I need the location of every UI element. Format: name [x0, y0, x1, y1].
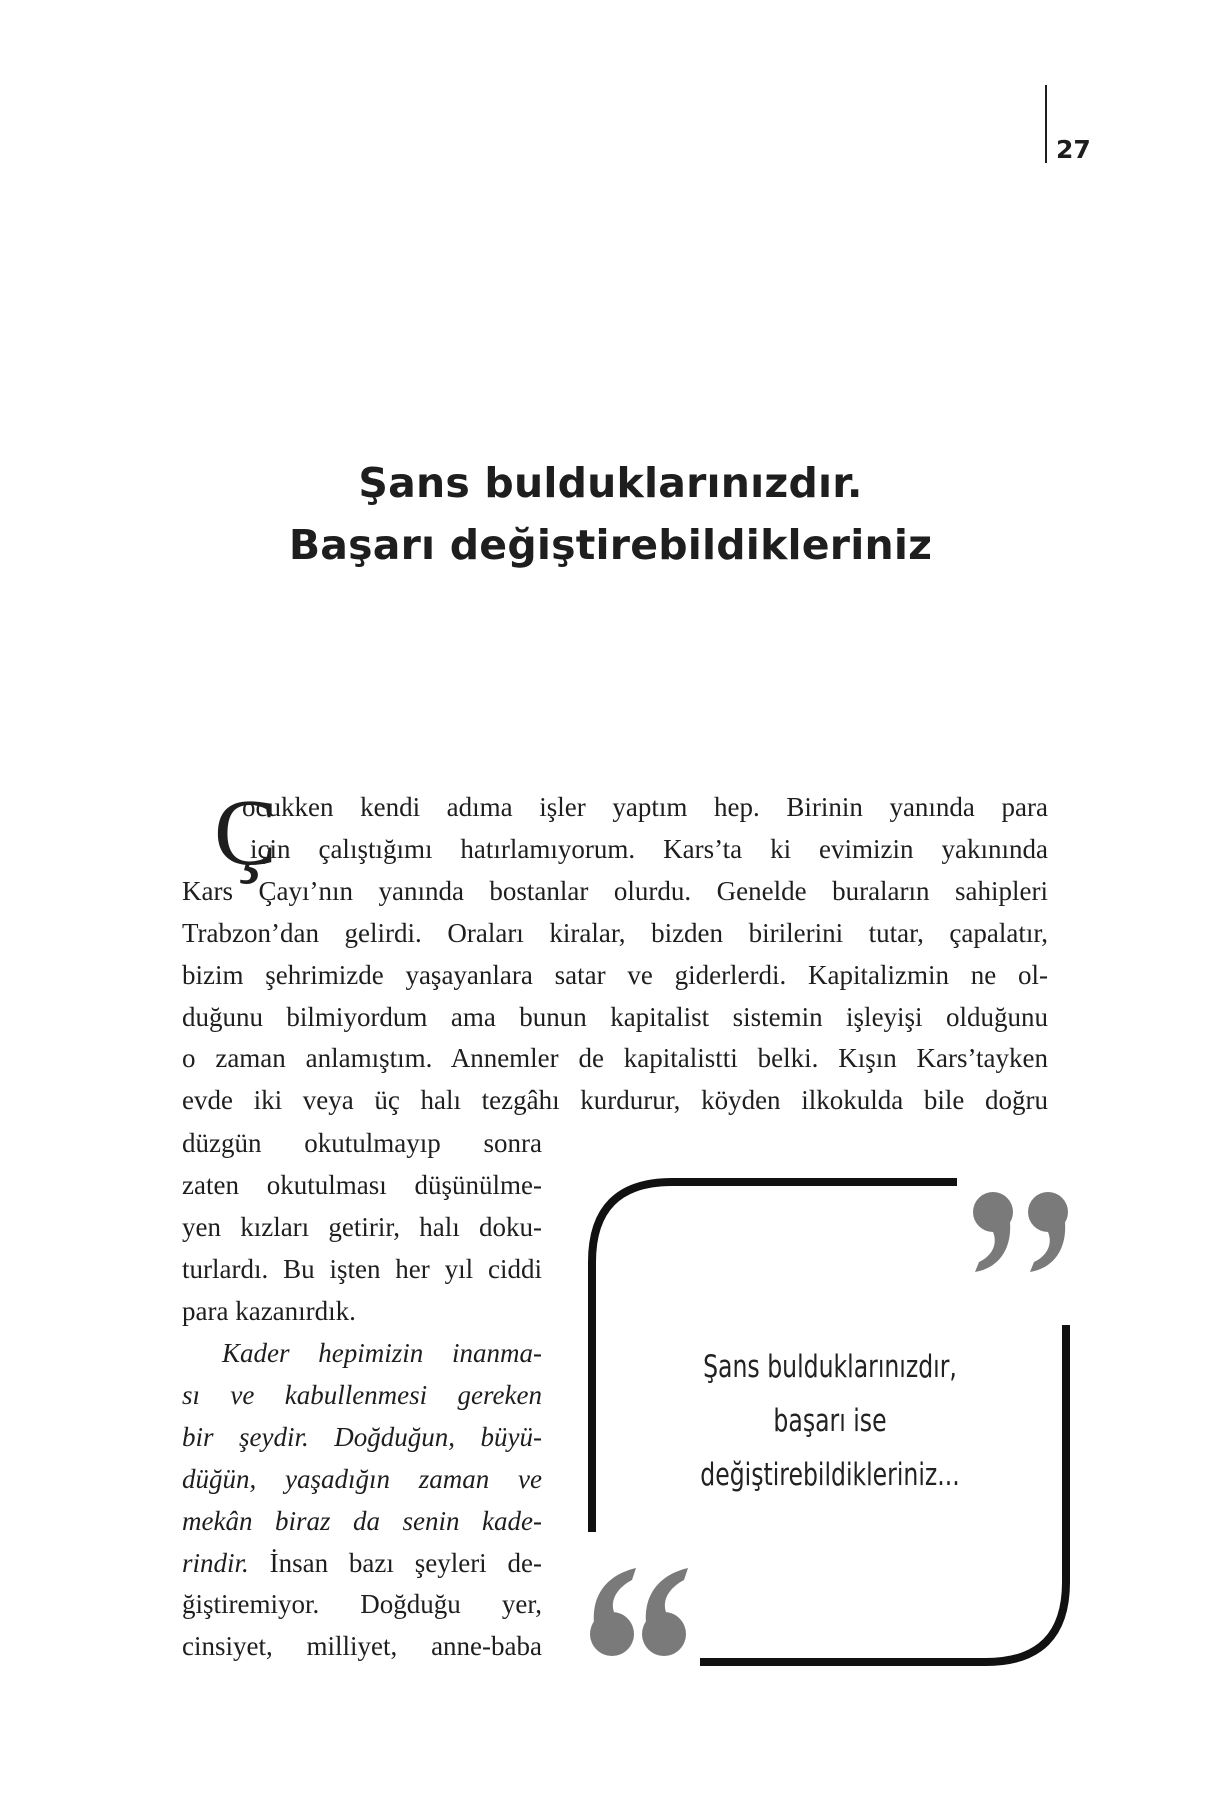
- page-number: 27: [1056, 135, 1091, 164]
- body-line: turlardı. Bu işten her yıl ciddi: [182, 1253, 542, 1284]
- pull-quote-line: değiştirebildikleriniz...: [700, 1457, 960, 1493]
- body-line: o zaman anlamıştım. Annemler de kapitalistti belki. Kışın Kars’tayken: [182, 1043, 1048, 1074]
- body-line: Trabzon’dan gelirdi. Oraları kiralar, bizden birilerini tutar, çapalatır,: [182, 917, 1048, 948]
- body-line: zaten okutulması düşünülme-: [182, 1169, 542, 1200]
- body-line: ğiştiremiyor. Doğduğu yer,: [182, 1589, 542, 1620]
- italic-text: Kader hepimizin inanma-: [222, 1338, 542, 1368]
- body-line: bizim şehrimizde yaşayanlara satar ve giderlerdi. Kapitalizmin ne ol-: [182, 959, 1048, 990]
- italic-text: bir şeydir. Doğduğun, büyü-: [182, 1421, 542, 1452]
- roman-text: İnsan bazı şeyleri de-: [248, 1547, 542, 1578]
- italic-text: sı ve kabullenmesi gereken: [182, 1379, 542, 1410]
- body-line: yen kızları getirir, halı doku-: [182, 1211, 542, 1242]
- body-line: cinsiyet, milliyet, anne-baba: [182, 1631, 542, 1662]
- pull-quote-line: Şans bulduklarınızdır,: [703, 1349, 957, 1385]
- body-line: evde iki veya üç halı tezgâhı kurdurur, köyden ilkokulda bile doğru: [182, 1085, 1048, 1116]
- body-line: için çalıştığımı hatırlamıyorum. Kars’ta ki evimizin yakınında: [250, 833, 1048, 864]
- pull-quote-line: başarı ise: [773, 1403, 887, 1439]
- pull-quote-text: [693, 1340, 967, 1502]
- chapter-title-line-1: Şans bulduklarınızdır.: [358, 459, 863, 507]
- italic-text: düğün, yaşadığın zaman ve: [182, 1463, 542, 1494]
- body-line: düzgün okutulmayıp sonra: [182, 1128, 542, 1158]
- drop-cap: Ç: [214, 781, 277, 885]
- body-line: para kazanırdık.: [182, 1295, 356, 1326]
- opening-quote-mark-icon: [590, 1568, 688, 1656]
- body-line: duğunu bilmiyordum ama bunun kapitalist sistemin işleyişi olduğunu: [182, 1001, 1048, 1032]
- italic-text: rindir.: [182, 1547, 249, 1578]
- chapter-title-line-2: Başarı değiştirebildikleriniz: [288, 521, 933, 569]
- body-line: Kars Çayı’nın yanında bostanlar olurdu. Genelde buraların sahipleri: [182, 875, 1048, 906]
- closing-quote-mark-icon: [973, 1192, 1068, 1272]
- body-line: ocukken kendi adıma işler yaptım hep. Birinin yanında para: [242, 792, 1048, 822]
- italic-text: mekân biraz da senin kade-: [182, 1505, 542, 1536]
